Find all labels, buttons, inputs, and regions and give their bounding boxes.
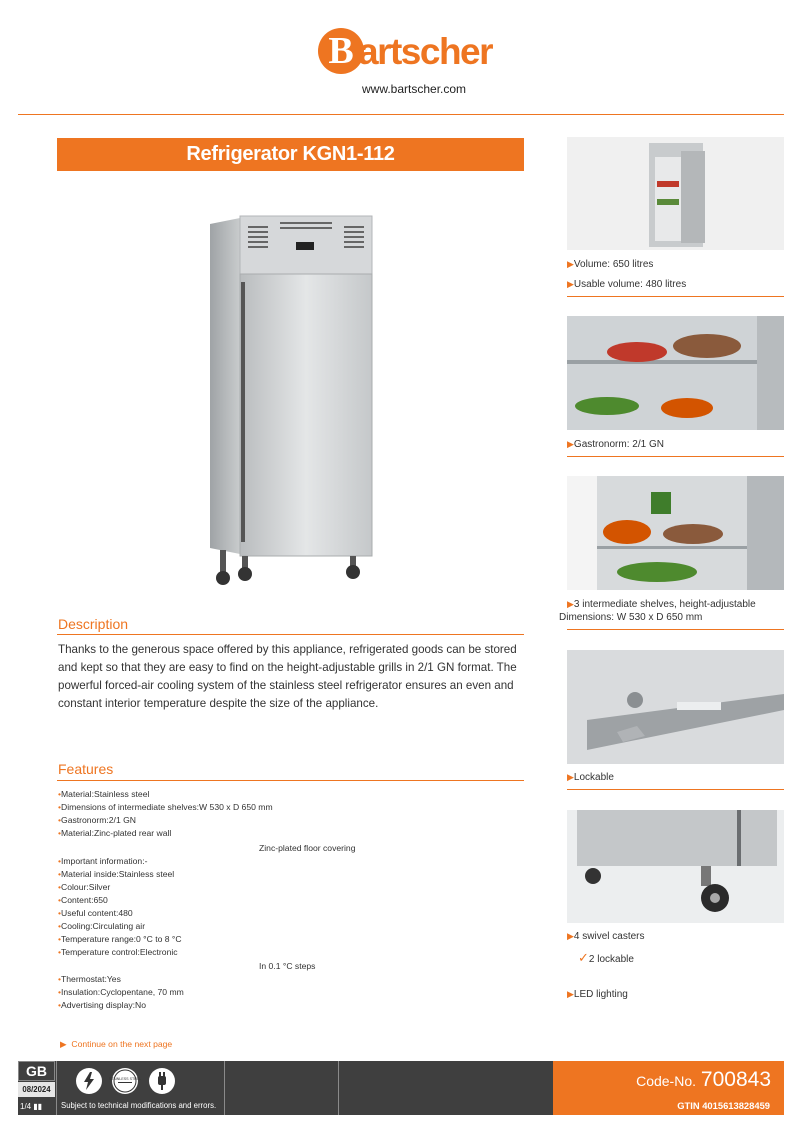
feature-item: •Important information:- — [58, 856, 148, 866]
sidebar-shelves: ▶3 intermediate shelves, height-adjustable — [567, 599, 756, 610]
gtin-number: GTIN 4015613828459 — [677, 1100, 770, 1111]
stainless-steel-label: STAINLESS STEEL — [109, 1077, 142, 1081]
arrow-right-icon: ▶ — [567, 931, 574, 941]
feature-subvalue: Zinc-plated floor covering — [259, 843, 356, 853]
logo-letter: B — [318, 28, 364, 74]
feature-item: •Insulation:Cyclopentane, 70 mm — [58, 987, 184, 997]
sidebar-lockable: ▶Lockable — [567, 772, 614, 783]
refrigerator-image — [204, 212, 382, 588]
footer-divider — [56, 1061, 57, 1115]
continue-link[interactable]: ▶ Continue on the next page — [60, 1039, 173, 1049]
code-number: 700843 — [700, 1068, 771, 1091]
arrow-right-icon: ▶ — [60, 1039, 67, 1049]
sidebar-dimensions: Dimensions: W 530 x D 650 mm — [559, 612, 703, 623]
feature-item: •Material:Stainless steel — [58, 789, 150, 799]
arrow-right-icon: ▶ — [567, 439, 574, 449]
feature-item: •Colour:Silver — [58, 882, 111, 892]
description-text: Thanks to the generous space offered by this appliance, refrigerated goods can be stored and kept so that they are easy to find on the height-adjustable grills in 2/1 GN format. The powerful forced-air cooling system of the stainless steel refrigerator ensures an even and constant interior temperature despite the size of the appliance. — [58, 643, 517, 710]
footer-icons — [76, 1068, 181, 1096]
plug-icon — [149, 1068, 175, 1094]
arrow-right-icon: ▶ — [567, 989, 574, 999]
feature-item: •Temperature control:Electronic — [58, 947, 178, 957]
sidebar-divider — [567, 629, 784, 630]
arrow-right-icon: ▶ — [567, 259, 574, 269]
footer-divider — [224, 1061, 225, 1115]
feature-item: •Content:650 — [58, 895, 108, 905]
lock-image — [567, 650, 784, 764]
sidebar-volume: ▶Volume: 650 litres — [567, 259, 654, 270]
features-divider — [57, 780, 524, 781]
sidebar-led: ▶LED lighting — [567, 989, 628, 1000]
fridge-open-image — [567, 137, 784, 250]
sidebar-gastronorm: ▶Gastronorm: 2/1 GN — [567, 439, 664, 450]
feature-item: •Thermostat:Yes — [58, 974, 121, 984]
brand-logo — [318, 24, 498, 84]
arrow-right-icon: ▶ — [567, 772, 574, 782]
book-icon: ▮▮ — [33, 1102, 43, 1111]
checkmark-icon: ✓ — [578, 950, 589, 965]
casters-image — [567, 810, 784, 923]
sidebar-casters-lockable: ✓2 lockable — [578, 950, 634, 965]
feature-subvalue: In 0.1 °C steps — [259, 961, 316, 971]
feature-item: •Gastronorm:2/1 GN — [58, 815, 136, 825]
description-heading: Description — [58, 616, 129, 632]
sidebar-divider — [567, 296, 784, 297]
edition-date: 08/2024 — [18, 1082, 55, 1097]
country-code: GB — [18, 1061, 55, 1081]
feature-item: •Advertising display:No — [58, 1000, 147, 1010]
sidebar-divider — [567, 456, 784, 457]
feature-item: •Material:Zinc-plated rear wall — [58, 828, 172, 838]
sidebar-divider — [567, 789, 784, 790]
feature-item: •Useful content:480 — [58, 908, 133, 918]
stainless-steel-icon — [109, 1068, 142, 1094]
feature-item: •Material inside:Stainless steel — [58, 869, 175, 879]
website-link[interactable]: www.bartscher.com — [362, 82, 467, 96]
footer-divider — [338, 1061, 339, 1115]
feature-item: •Cooling:Circulating air — [58, 921, 146, 931]
logo-wordmark: artscher — [358, 31, 493, 72]
gastronorm-image — [567, 316, 784, 430]
arrow-right-icon: ▶ — [567, 599, 574, 609]
product-code-box — [553, 1061, 784, 1115]
features-heading: Features — [58, 761, 114, 777]
description-divider — [57, 634, 524, 635]
shelves-image — [567, 476, 784, 590]
disclaimer-text: Subject to technical modifications and errors. — [61, 1101, 217, 1110]
sidebar-casters: ▶4 swivel casters — [567, 931, 645, 942]
page-number: 1/4 ▮▮ — [20, 1102, 43, 1111]
feature-item: •Temperature range:0 °C to 8 °C — [58, 934, 182, 944]
sidebar-usable-volume: ▶Usable volume: 480 litres — [567, 279, 687, 290]
code-label: Code-No. — [636, 1073, 696, 1089]
header-divider — [18, 114, 784, 115]
arrow-right-icon: ▶ — [567, 279, 574, 289]
feature-item: •Dimensions of intermediate shelves:W 530 x D 650 mm — [58, 802, 273, 812]
product-title: Refrigerator KGN1-112 — [57, 138, 524, 171]
voltage-icon — [76, 1068, 102, 1094]
